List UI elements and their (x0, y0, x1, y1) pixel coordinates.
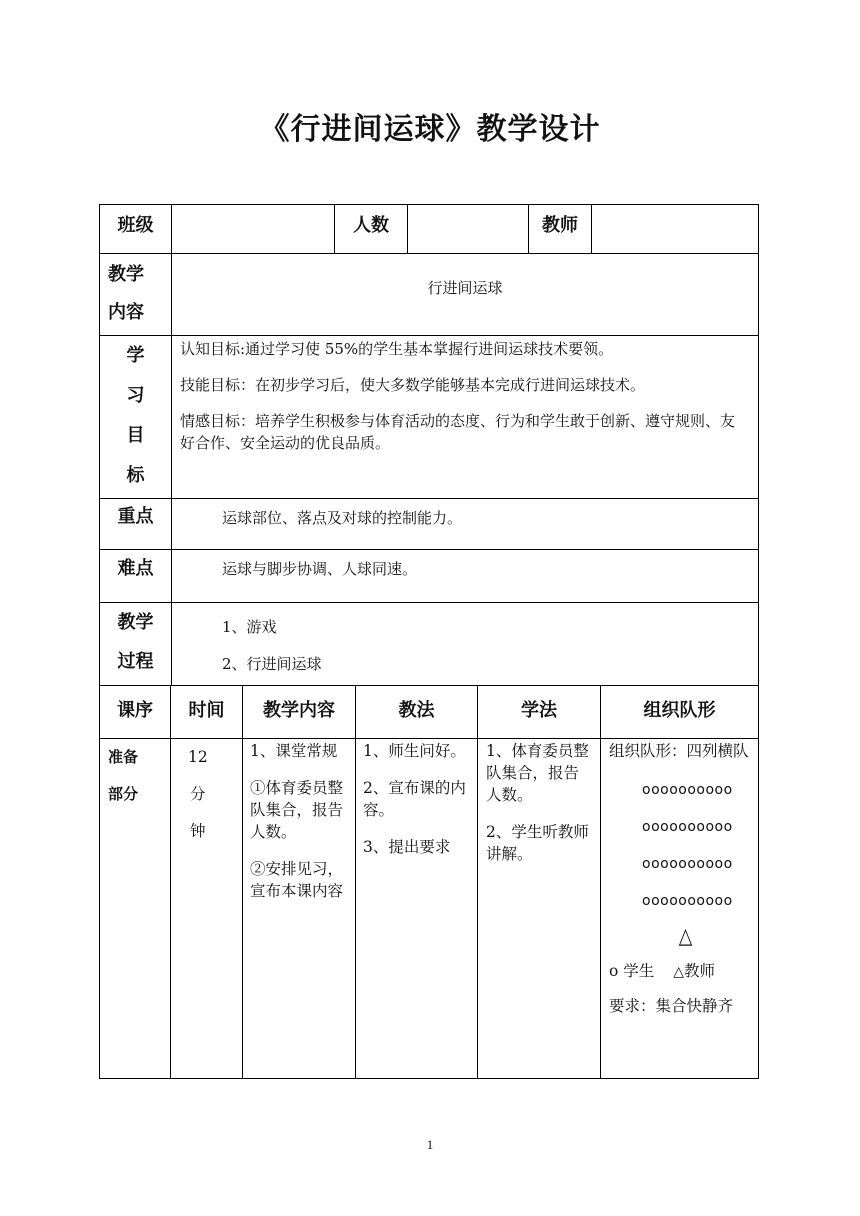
part-label (100, 739, 170, 1078)
goal-label-char: 目 (126, 425, 145, 446)
content-value: 行进间运球 (427, 279, 503, 297)
difficulty-value: 运球与脚步协调、人球同速。 (222, 560, 418, 578)
header-learning: 学法 (521, 700, 557, 721)
table-rule (99, 1078, 759, 1079)
formation-legend (609, 954, 754, 989)
header-content: 教学内容 (263, 700, 335, 721)
header-time: 时间 (188, 700, 225, 721)
formation-requirement: 要求：集合快静齐 (609, 997, 734, 1015)
legend-teacher-icon: △ (673, 964, 684, 980)
legend-student: o 学生 (609, 962, 655, 980)
legend-teacher: 教师 (683, 962, 715, 980)
goal-label-char: 学 (126, 345, 145, 366)
process-label-line: 教学 (117, 612, 154, 633)
formation-row: oooooooooo (642, 819, 733, 835)
learning-cell (478, 739, 600, 1078)
content-cell (243, 739, 355, 1078)
count-label: 人数 (353, 215, 389, 236)
key-label: 重点 (117, 506, 154, 527)
formation-title: 组织队形：四列横队 (609, 742, 749, 760)
formation-row: oooooooooo (642, 782, 733, 798)
time-line: 分 (190, 785, 206, 803)
part-label-line: 准备 (108, 748, 139, 766)
teacher-position-icon: △ (678, 924, 693, 949)
process-item: 1、游戏 (222, 618, 277, 636)
formation-cell (601, 739, 758, 1078)
content-label-line: 教学 (108, 264, 144, 285)
page-number: 1 (426, 1137, 434, 1152)
process-label-line: 过程 (117, 651, 154, 672)
goal-skill: 技能目标：在初步学习后，使大多数学能够基本完成行进间运球技术。 (180, 376, 646, 394)
process-item: 2、行进间运球 (222, 655, 322, 673)
header-teaching: 教法 (398, 700, 435, 721)
time-value (171, 739, 242, 1078)
formation-row: oooooooooo (642, 856, 733, 872)
formation-grid (609, 772, 754, 920)
header-order: 课序 (117, 700, 153, 721)
time-line: 12 (188, 748, 208, 766)
header-formation: 组织队形 (643, 700, 716, 721)
goal-content (172, 336, 758, 498)
formation-row: oooooooooo (642, 893, 733, 909)
learning-item: 2、学生听教师讲解。 (486, 823, 589, 863)
count-value (408, 205, 528, 253)
table-rule (758, 204, 759, 1079)
difficulty-label: 难点 (117, 558, 154, 579)
goal-label-char: 习 (126, 385, 145, 406)
teacher-label: 教师 (542, 215, 578, 236)
content-item: 1、课堂常规 (250, 742, 338, 760)
learning-item: 1、体育委员整队集合，报告人数。 (486, 742, 589, 804)
content-item: ②安排见习，宣布本课内容 (250, 860, 344, 900)
goal-label (100, 336, 171, 498)
teaching-cell (356, 739, 477, 1078)
teacher-value (592, 205, 758, 253)
content-label (100, 254, 171, 335)
key-value: 运球部位、落点及对球的控制能力。 (222, 509, 463, 527)
teaching-item: 1、师生问好。 (363, 742, 466, 760)
time-line: 钟 (190, 822, 206, 840)
content-label-line: 内容 (108, 302, 144, 323)
content-item: ①体育委员整队集合，报告人数。 (250, 779, 344, 841)
process-label (100, 603, 171, 685)
class-value (172, 205, 334, 253)
part-label-line: 部分 (108, 785, 139, 803)
goal-label-char: 标 (126, 465, 145, 486)
goal-cognitive: 认知目标:通过学习使 55%的学生基本掌握行进间运球技术要领。 (180, 340, 614, 358)
teaching-item: 3、提出要求 (363, 838, 451, 856)
document-title: 《行进间运球》教学设计 (259, 112, 601, 147)
goal-affective: 情感目标：培养学生积极参与体育活动的态度、行为和学生敢于创新、遵守规则、友好合作、安全运动的优良品质。 (180, 412, 736, 452)
teaching-item: 2、宣布课的内容。 (363, 779, 466, 819)
process-list (172, 603, 758, 685)
class-label: 班级 (117, 215, 154, 236)
